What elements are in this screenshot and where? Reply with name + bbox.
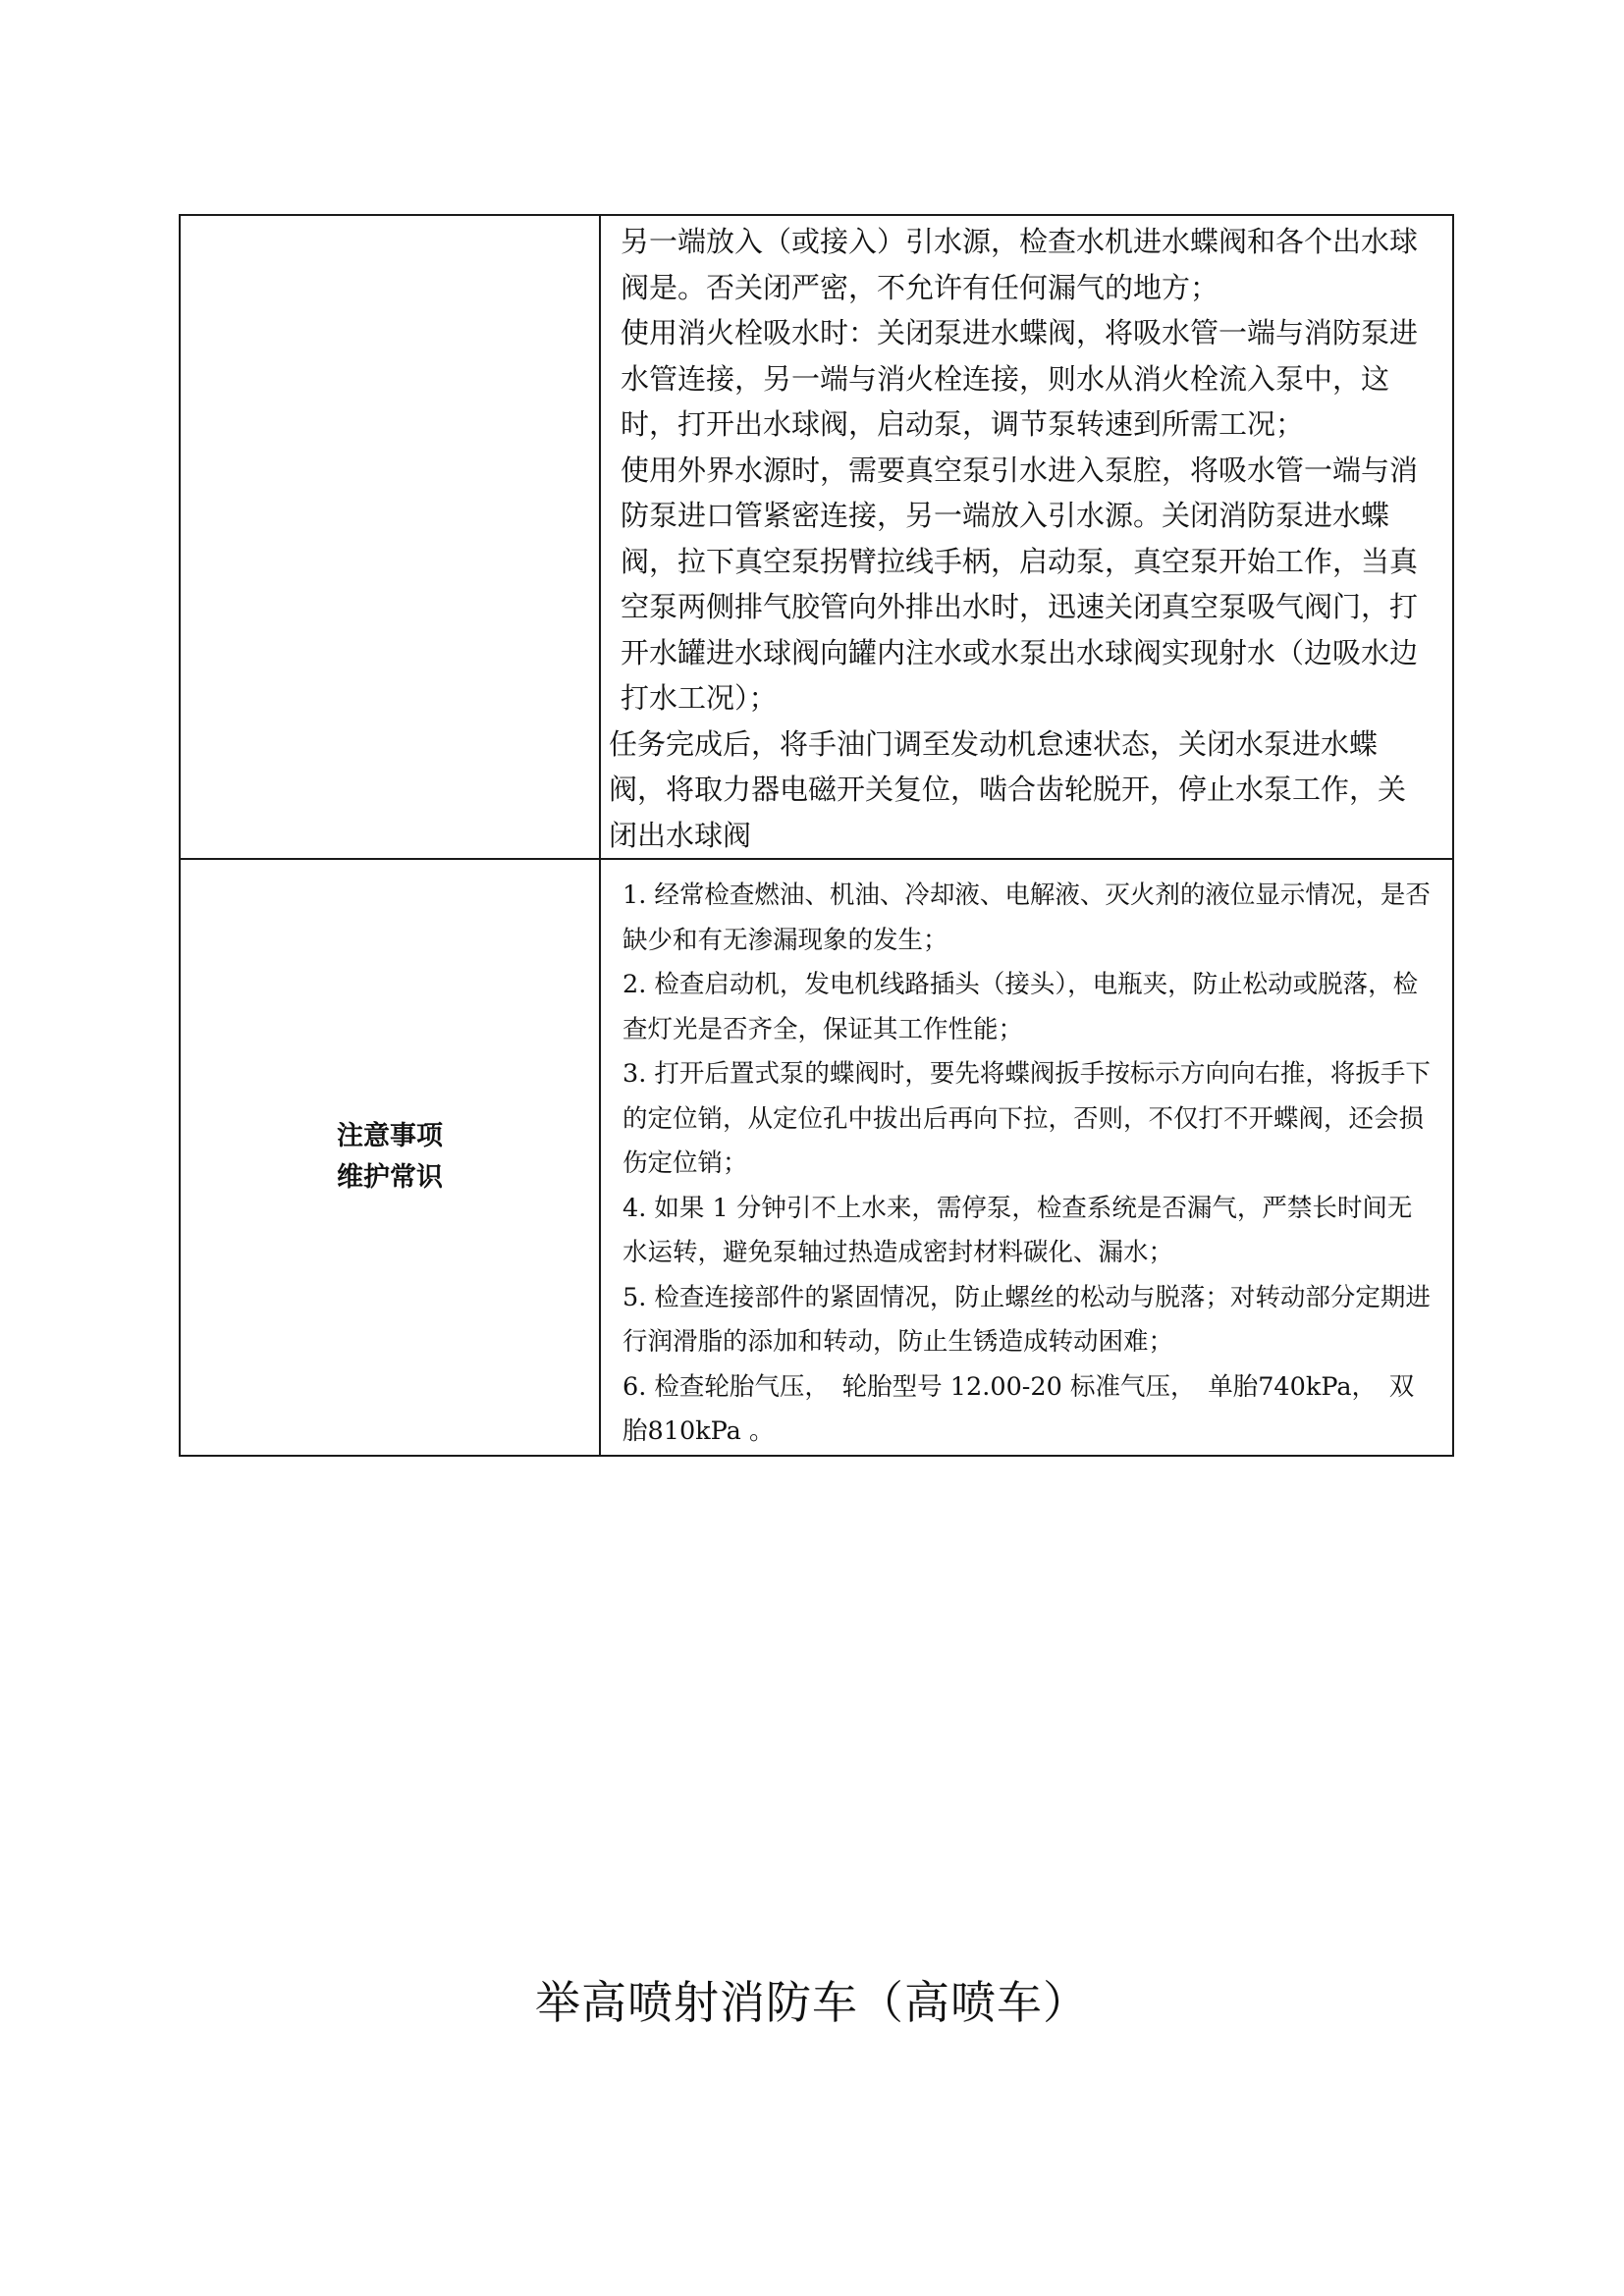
maintenance-label-line2: 维护常识 <box>337 1161 443 1193</box>
operation-text <box>601 216 1452 858</box>
maintenance-item: 2. 检查启动机，发电机线路插头（接头），电瓶夹，防止松动或脱落，检查灯光是否齐全，保证其工作性能； <box>623 970 1419 1044</box>
maintenance-item: 3. 打开后置式泵的蝶阀时，要先将蝶阀扳手按标示方向向右推，将扳手下的定位销，从定位孔中拔出后再向下拉，否则，不仅打不开蝶阀，还会损伤定位销； <box>623 1059 1431 1178</box>
maintenance-item: 6. 检查轮胎气压， 轮胎型号 12.00-20 标准气压， 单胎740kPa， 双胎810kPa 。 <box>623 1371 1415 1446</box>
section-heading: 举高喷射消防车（高喷车） <box>535 1976 1089 2029</box>
operation-row <box>180 215 1453 859</box>
operation-paragraph: 使用外界水源时，需要真空泵引水进入泵腔，将吸水管一端与消防泵进口管紧密连接，另一端放入引水源。关闭消防泵进水蝶阀，拉下真空泵拐臂拉线手柄，启动泵，真空泵开始工作，当真空泵两侧排气胶管向外排出水时，迅速关闭真空泵吸气阀门，打开水罐进水球阀向罐内注水或水泵出水球阀实现射水（边吸水边打水工况）； <box>621 453 1419 715</box>
maintenance-list <box>601 860 1452 1455</box>
maintenance-label-cell <box>180 859 600 1456</box>
maintenance-item: 5. 检查连接部件的紧固情况，防止螺丝的松动与脱落；对转动部分定期进行润滑脂的添加和转动，防止生锈造成转动困难； <box>623 1282 1431 1357</box>
maintenance-item: 1. 经常检查燃油、机油、冷却液、电解液、灭火剂的液位显示情况，是否缺少和有无渗漏现象的发生； <box>623 881 1431 955</box>
operation-paragraph: 另一端放入（或接入）引水源，检查水机进水蝶阀和各个出水球阀是。否关闭严密，不允许有任何漏气的地方； <box>621 225 1419 304</box>
maintenance-content-cell <box>600 859 1453 1456</box>
maintenance-label-line1: 注意事项 <box>337 1120 443 1151</box>
operation-paragraph: 任务完成后，将手油门调至发动机怠速状态，关闭水泵进水蝶阀，将取力器电磁开关复位，啮合齿轮脱开，停止水泵工作，关闭出水球阀 <box>609 726 1407 852</box>
vehicle-info-table <box>179 214 1454 1457</box>
operation-content-cell <box>600 215 1453 859</box>
operation-label-cell <box>180 215 600 859</box>
maintenance-item: 4. 如果 1 分钟引不上水来，需停泵，检查系统是否漏气，严禁长时间无水运转，避免泵轴过热造成密封材料碳化、漏水； <box>623 1193 1413 1267</box>
operation-paragraph: 使用消火栓吸水时：关闭泵进水蝶阀，将吸水管一端与消防泵进水管连接，另一端与消火栓连接，则水从消火栓流入泵中，这时，打开出水球阀，启动泵，调节泵转速到所需工况； <box>621 316 1419 441</box>
maintenance-row <box>180 859 1453 1456</box>
